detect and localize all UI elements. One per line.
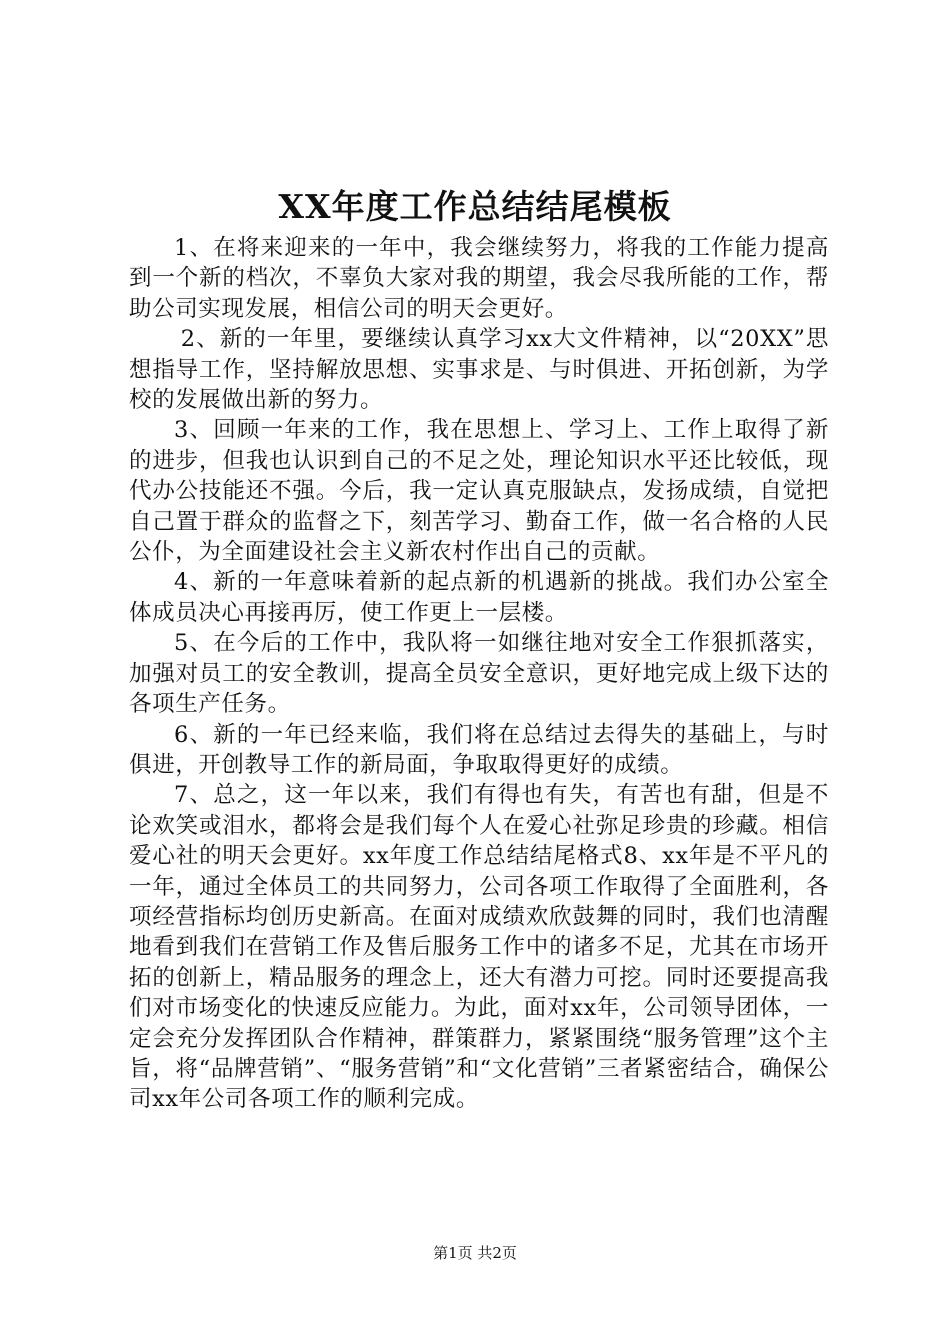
paragraph-6: 6、新的一年已经来临，我们将在总结过去得失的基础上，与时俱进，开创教导工作的新局面，争取取得更好的成绩。	[129, 721, 829, 778]
paragraph-4: 4、新的一年意味着新的起点新的机遇新的挑战。我们办公室全体成员决心再接再厉，使工作更上一层楼。	[129, 569, 829, 626]
page-number-footer: 第1页 共2页	[433, 1244, 517, 1262]
paragraph-3: 3、回顾一年来的工作，我在思想上、学习上、工作上取得了新的进步，但我也认识到自己的不足之处，理论知识水平还比较低，现代办公技能还不强。今后，我一定认真克服缺点，发扬成绩，自觉把自己置于群众的监督之下，刻苦学习、勤奋工作，做一名合格的人民公仆，为全面建设社会主义新农村作出自己的贡献。	[129, 417, 829, 566]
document-body	[129, 233, 829, 1115]
page-title: XX年度工作总结结尾模板	[278, 187, 672, 226]
paragraph-7: 7、总之，这一年以来，我们有得也有失，有苦也有甜，但是不论欢笑或泪水，都将会是我们每个人在爱心社弥足珍贵的珍藏。相信爱心社的明天会更好。xx年度工作总结结尾格式8、xx年是不平凡的一年，通过全体员工的共同努力，公司各项工作取得了全面胜利，各项经营指标均创历史新高。在面对成绩欢欣鼓舞的同时，我们也清醒地看到我们在营销工作及售后服务工作中的诸多不足，尤其在市场开拓的创新上，精品服务的理念上，还大有潜力可挖。同时还要提高我们对市场变化的快速反应能力。为此，面对xx年，公司领导团体，一定会充分发挥团队合作精神，群策群力，紧紧围绕“服务管理”这个主旨，将“品牌营销”、“服务营销”和“文化营销”三者紧密结合，确保公司xx年公司各项工作的顺利完成。	[129, 782, 829, 1113]
paragraph-5: 5、在今后的工作中，我队将一如继往地对安全工作狠抓落实，加强对员工的安全教训，提高全员安全意识，更好地完成上级下达的各项生产任务。	[129, 630, 829, 718]
paragraph-2: 2、新的一年里，要继续认真学习xx大文件精神，以“20XX”思想指导工作，坚持解放思想、实事求是、与时俱进、开拓创新，为学校的发展做出新的努力。	[129, 326, 829, 414]
paragraph-1: 1、在将来迎来的一年中，我会继续努力，将我的工作能力提高到一个新的档次，不辜负大家对我的期望，我会尽我所能的工作，帮助公司实现发展，相信公司的明天会更好。	[129, 235, 829, 322]
